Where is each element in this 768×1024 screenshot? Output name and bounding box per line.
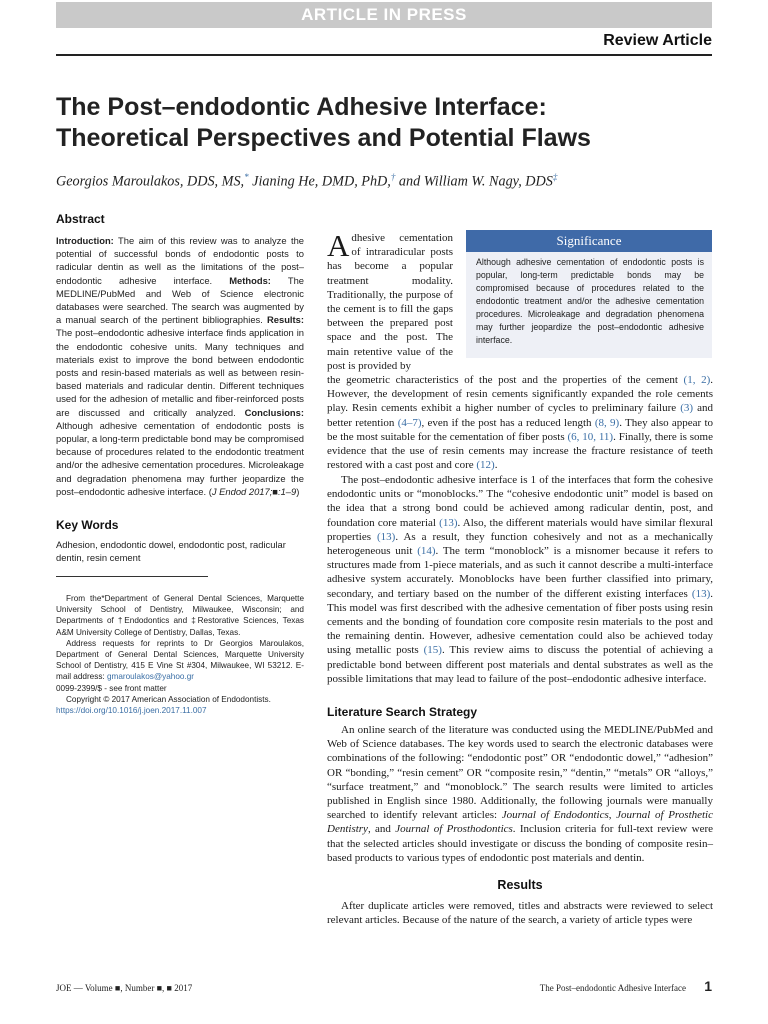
citation-link[interactable]: (13)	[376, 530, 396, 543]
citation-link[interactable]: (1, 2)	[683, 374, 711, 386]
author-2: Jianing He, DMD, PhD,	[248, 173, 391, 190]
para2-text-1: The post–endodontic adhesive interface is 1 of the interfaces that form the cohesive endodontic units or “monoblocks.” The “cohesive endodontic unit” model is based on the idea that a strong bond could be achieved among radicular dentin, post, and foundation core material	[327, 474, 713, 529]
citation-link[interactable]: (13)	[439, 516, 458, 529]
article-type-label: Review Article	[603, 32, 712, 49]
results-heading: Results	[497, 878, 543, 892]
affiliation-reprints	[56, 638, 304, 683]
citation-link[interactable]: (12)	[476, 459, 495, 472]
citation-link[interactable]: (14)	[417, 545, 436, 558]
title-line-1: The Post–endodontic Adhesive Interface:	[56, 93, 547, 121]
author-list	[56, 172, 716, 191]
title-line-2: Theoretical Perspectives and Potential Flaws	[56, 124, 591, 152]
journal-name: Journal of Endodontics	[501, 809, 609, 822]
citation-link[interactable]: (15)	[423, 644, 442, 657]
results-text: After duplicate articles were removed, titles and abstracts were reviewed to select relevant articles. Because of the nature of the search, a variety of article types were	[327, 900, 713, 927]
intro-text-2: . However, the development of resin cements significantly expanded the role cements play. Resin cements exhibit a higher number of cycles to preliminary failure	[327, 374, 713, 415]
copyright-text: Copyright © 2017 American Association of Endodontists.	[66, 694, 271, 704]
para2-text-6: . This review aims to discuss the potential of achieving a predictable bond between different post materials and dental substrates as well as the possible limitations that may lead to failure of the post–endodontic adhesive interface.	[327, 644, 713, 685]
citation-link[interactable]: (8, 9)	[594, 416, 620, 429]
keywords-text: Adhesion, endodontic dowel, endodontic post, radicular dentin, resin cement	[56, 539, 286, 564]
intro-narrow-text	[327, 228, 453, 373]
author-3-mark[interactable]: ‡	[552, 172, 558, 182]
para2-text-4: . The term “monoblock” is a misnomer because it refers to structures made from 1-piece materials, and as such it cannot describe a multi-interface adhesive system accurately. Monoblocks have been further classified into primary, secondary, and tertiary based on the number of the different existing interfaces	[327, 545, 713, 600]
abstract-conclusions-label: Conclusions:	[244, 406, 304, 418]
literature-text-1: An online search of the literature was conducted using the MEDLINE/PubMed and Web of Science databases. The key words used to search the electronic databases were combinations of the following: “endodontic post” OR “endodontic dowel,” “adhesion” OR “bonding,” “resin cement” OR “composite resin,” “dentin,” “metals” OR “alloys,” “surface treatment,” and “monoblock.” The search results were limited to articles published in English since 1980. Additionally, the following journals were manually searched to identify relevant articles:	[327, 724, 713, 822]
drop-cap: A	[327, 228, 350, 263]
intro-paragraph-2	[327, 473, 713, 686]
citation-link[interactable]: (4–7)	[397, 416, 422, 429]
author-1-mark[interactable]: *	[244, 172, 249, 182]
abstract-heading: Abstract	[56, 212, 105, 226]
para2-text-2: . Also, the different materials would have similar flexural properties	[327, 516, 713, 543]
intro-text-4: , even if the post has a reduced length	[421, 416, 595, 429]
intro-text-1: the geometric characteristics of the post and the properties of the cement	[327, 374, 684, 386]
doi-link[interactable]: https://doi.org/10.1016/j.joen.2017.11.007	[56, 706, 207, 716]
author-3: and William W. Nagy, DDS	[395, 173, 553, 190]
article-in-press-banner: ARTICLE IN PRESS	[56, 2, 712, 28]
literature-heading: Literature Search Strategy	[327, 705, 478, 719]
citation-link[interactable]: (13)	[691, 587, 711, 600]
para2-text-5: . This model was first described with the adhesive cementation of fiber posts using resin cements and the bonding of foundation core composite resin materials to the post and the remaining dentin. However, adhesive cementation could also be achieved today using metallic posts	[327, 587, 713, 657]
intro-text-3: and better retention	[327, 402, 713, 429]
intro-text-5: . They also appear to be the most suitable for the cementation of fiber posts	[327, 416, 714, 443]
keywords-heading: Key Words	[56, 518, 119, 533]
literature-text-2: . Inclusion criteria for full-text review were that the selected articles should investigate or discuss the bonding of composite resin–based products to various types of endodontic post materials and dentin.	[327, 823, 714, 864]
article-title	[56, 92, 712, 154]
abstract-citation-end: )	[296, 485, 300, 497]
abstract-intro-text: The aim of this review was to analyze the potential of successful bonds of endodontic posts to radicular dentin as well as the limitations of the post–endodontic adhesive interface.	[56, 235, 304, 286]
abstract-intro-label: Introduction:	[56, 235, 114, 246]
citation-link[interactable]: (6, 10, 11)	[567, 430, 614, 443]
citation-link[interactable]: (3)	[680, 402, 694, 415]
page-number: 1	[704, 978, 712, 994]
email-link[interactable]: gmaroulakos@yahoo.gr	[106, 672, 195, 682]
left-column	[56, 212, 304, 716]
literature-sep-1: ,	[608, 809, 617, 822]
intro-text-6: . Finally, there is some evidence that the use of resin cements may increase the fracture resistance of teeth restored with a cast post and core	[327, 430, 713, 472]
journal-name: Journal of Prosthodontics	[395, 823, 513, 836]
page-footer	[56, 980, 712, 1000]
intro-wide-text	[327, 373, 713, 472]
abstract-methods-text: The MEDLINE/PubMed and Web of Science electronic databases were searched. The search was augmented by a manual search of the pertinent bibliographies.	[56, 274, 304, 326]
affiliation-rule	[56, 576, 208, 577]
significance-text: Although adhesive cementation of endodontic posts is popular, long-term predictable bonds may be compromised because of procedures related to the endodontic treatment and/or the adhesive cementation procedures. Microleakage and degradation phenomena may further jeopardize the post–endodontic adhesive interface.	[476, 257, 704, 345]
abstract-conclusions-text: Although adhesive cementation of endodontic posts is popular, a long-term predictable bond may be compromised because of procedures related to the endodontic treatment and/or the adhesive cementation procedures. Microleakage and degradation phenomena may further jeopardize the post–endodontic adhesive interface. (	[56, 419, 304, 497]
affiliation-from: From the*Department of General Dental Sciences, Marquette University School of Dentistry, Milwaukee, Wisconsin; and Departments of †Endodontics and ‡Restorative Sciences, Texas A&M University College of Dentistry, Dallas, Texas.	[56, 594, 304, 637]
issn-text: 0099-2399/$ - see front matter	[56, 683, 167, 693]
literature-sep-2: , and	[367, 823, 396, 836]
journal-issue-info: JOE — Volume ■, Number ■, ■ 2017	[56, 983, 193, 993]
header-rule	[56, 54, 712, 56]
significance-heading: Significance	[466, 230, 712, 252]
abstract-body	[56, 234, 304, 498]
abstract-results-label: Results:	[267, 314, 304, 326]
reprints-text: Address requests for reprints to Dr Georgios Maroulakos, Department of General Dental Sciences, Marquette University School of Dentistry, 415 E Vine St #304, Milwaukee, WI 53212. E-mail address:	[56, 638, 304, 682]
significance-box	[466, 230, 712, 358]
journal-name: Journal of Prosthetic Dentistry	[327, 809, 713, 836]
abstract-citation: J Endod 2017;■:1–9	[211, 485, 297, 497]
author-1: Georgios Maroulakos, DDS, MS,	[56, 173, 245, 190]
literature-text	[327, 723, 713, 865]
intro-text-7: .	[494, 459, 498, 472]
abstract-results-text: The post–endodontic adhesive interface finds application in the endodontic cohesive units. Many techniques and materials exist to improve the bond between endodontic posts and resin-based materials as well as between resin-based materials and radicular dentin. Different techniques used for the adhesion of metallic and fiber-reinforced posts are discussed and critically analyzed.	[56, 327, 304, 418]
abstract-methods-label: Methods:	[229, 274, 271, 286]
affiliations	[56, 593, 304, 716]
para2-text-3: . As a result, they function cohesively and not as a mechanically heterogeneous unit	[327, 530, 713, 558]
running-title: The Post–endodontic Adhesive Interface	[539, 983, 686, 993]
intro-opening: dhesive cementation of intraradicular posts has become a popular treatment modality. Traditionally, the purpose of the cement is to fill the gaps between the prepared post space and the post. The main retentive value of the post is provided by	[327, 232, 453, 372]
author-2-mark[interactable]: †	[390, 172, 396, 182]
